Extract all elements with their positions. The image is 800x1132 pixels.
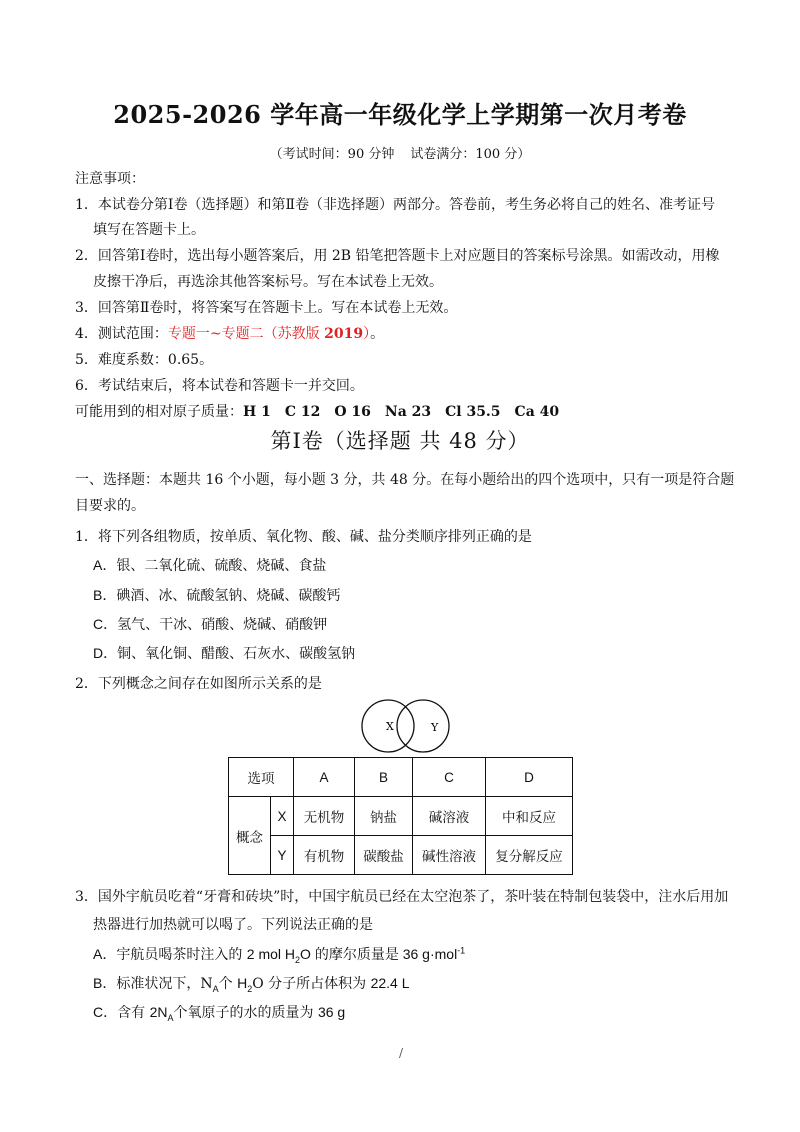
note-item-6 — [75, 375, 364, 395]
table-row — [229, 836, 573, 875]
option-key: B． — [93, 587, 117, 603]
venn-diagram — [355, 698, 465, 754]
option-value: 36 g·mol — [402, 946, 458, 962]
option-formula-end: O 的摩尔质量是 — [300, 946, 403, 962]
note-item-5 — [75, 349, 213, 369]
table-cell: 无机物 — [294, 797, 355, 836]
option-text: 含有 — [117, 1005, 150, 1021]
subscript: 2 — [295, 954, 301, 965]
option-formula: 2 mol H — [246, 946, 296, 962]
notes-heading: 注意事项： — [75, 171, 145, 187]
note-number: 6． — [75, 378, 98, 394]
table-header: A — [294, 758, 355, 797]
question-2 — [75, 673, 322, 693]
table-header: C — [413, 758, 486, 797]
note-item-3 — [75, 297, 457, 317]
note-number: 5． — [75, 352, 98, 368]
test-scope-end: ） — [363, 326, 371, 342]
q1-option-c — [93, 614, 327, 634]
option-text: 氢气、干冰、硝酸、烧碱、硝酸钾 — [117, 617, 328, 633]
option-text-mid: 个 — [218, 976, 238, 992]
table-header-row — [229, 758, 573, 797]
venn-label-y: Y — [431, 721, 439, 734]
table-row-key: X — [271, 797, 294, 836]
option-key: B． — [93, 975, 117, 991]
table-cell: 碱性溶液 — [413, 836, 486, 875]
atomic-masses — [75, 401, 559, 421]
question-stem: 将下列各组物质，按单质、氧化物、酸、碱、盐分类顺序排列正确的是 — [97, 529, 532, 545]
option-formula: 2N — [149, 1004, 168, 1020]
note-item-2-cont: 皮擦干净后，再选涂其他答案标号。写在本试卷上无效。 — [93, 274, 443, 290]
table-cell: 钠盐 — [355, 797, 413, 836]
exam-time: （考试时间：90 分钟 — [269, 147, 395, 162]
note-item-1-cont: 填写在答题卡上。 — [93, 222, 205, 238]
option-text-end: 个氧原子的水的质量为 — [173, 1005, 318, 1021]
option-text: 标准状况下，N — [116, 976, 213, 992]
option-key: D． — [93, 645, 118, 661]
question-stem: 下列概念之间存在如图所示关系的是 — [97, 676, 322, 692]
subscript: A — [167, 1012, 174, 1023]
table-header: 选项 — [229, 758, 294, 797]
option-text: 碘酒、冰、硫酸氢钠、烧碱、碳酸钙 — [116, 588, 341, 604]
note-text: 考试结束后，将本试卷和答题卡一并交回。 — [97, 378, 364, 394]
superscript: -1 — [457, 945, 466, 956]
note-number: 2． — [75, 248, 98, 264]
option-key: C． — [93, 616, 118, 632]
question-number: 2． — [75, 676, 98, 692]
table-row — [229, 797, 573, 836]
option-value: 36 g — [317, 1004, 346, 1020]
test-scope: 专题一~专题二（苏教版 — [167, 326, 325, 342]
venn-label-x: X — [386, 720, 394, 733]
table-cell: 有机物 — [294, 836, 355, 875]
q1-option-d — [93, 643, 355, 663]
option-formula: H — [237, 975, 248, 991]
exam-subtitle — [0, 143, 800, 162]
q1-option-a — [93, 555, 326, 575]
table-cell: 碳酸盐 — [355, 836, 413, 875]
option-text: 银、二氧化硫、硫酸、烧碱、食盐 — [116, 558, 327, 574]
note-text: 测试范围： — [97, 326, 168, 342]
note-text: 回答第Ⅱ卷时，将答案写在答题卡上。写在本试卷上无效。 — [97, 300, 458, 316]
option-text: 铜、氧化铜、醋酸、石灰水、碳酸氢钠 — [117, 646, 356, 662]
option-text: 宇航员喝茶时注入的 — [116, 947, 247, 963]
option-text-end: O 分子所占体积为 — [252, 976, 371, 992]
question-1 — [75, 526, 532, 546]
note-item-2 — [75, 245, 720, 265]
full-score: 试卷满分：100 分） — [410, 147, 531, 162]
note-text: 回答第Ⅰ卷时，选出每小题答案后，用 2B 铅笔把答题卡上对应题目的答案标号涂黑。如需改动，用橡 — [97, 248, 720, 264]
venn-circle-y — [397, 700, 449, 752]
q2-table — [228, 757, 573, 875]
q3-option-c — [93, 1002, 345, 1023]
table-row-label: 概念 — [229, 797, 271, 875]
q3-option-a — [93, 944, 465, 965]
q1-option-b — [93, 585, 340, 605]
question-stem: 国外宇航员吃着“牙膏和砖块”时，中国宇航员已经在太空泡茶了，茶叶装在特制包装袋中，注水后用加 — [97, 889, 729, 905]
note-text: 本试卷分第Ⅰ卷（选择题）和第Ⅱ卷（非选择题）两部分。答卷前，考生务必将自己的姓名、准考证号 — [97, 197, 715, 213]
section-title: 第Ⅰ卷（选择题 共 48 分） — [270, 429, 530, 453]
note-item-1 — [75, 194, 715, 214]
table-row-key: Y — [271, 836, 294, 875]
table-cell: 碱溶液 — [413, 797, 486, 836]
question-3 — [75, 886, 728, 906]
option-value: 22.4 L — [370, 975, 410, 991]
question-3-cont: 热器进行加热就可以喝了。下列说法正确的是 — [93, 917, 373, 933]
question-number: 3． — [75, 889, 98, 905]
test-scope-year: 2019 — [324, 326, 364, 342]
atomic-mass-label: 可能用到的相对原子质量： — [75, 404, 243, 420]
q3-option-b — [93, 973, 410, 994]
table-cell: 复分解反应 — [486, 836, 573, 875]
note-item-4 — [75, 323, 384, 343]
option-key: C． — [93, 1004, 118, 1020]
table-header: B — [355, 758, 413, 797]
note-text: 难度系数：0.65。 — [97, 352, 214, 368]
page-mark: / — [399, 1046, 404, 1060]
subscript: A — [212, 983, 219, 994]
option-key: A． — [93, 946, 117, 962]
table-header: D — [486, 758, 573, 797]
note-number: 3． — [75, 300, 98, 316]
note-number: 1． — [75, 197, 98, 213]
section-intro: 一、选择题：本题共 16 个小题，每小题 3 分，共 48 分。在每小题给出的四个选项中，只有一项是符合题 — [75, 472, 735, 488]
note-number: 4． — [75, 326, 98, 342]
section-intro-cont: 目要求的。 — [75, 498, 145, 514]
question-number: 1． — [75, 529, 98, 545]
atomic-mass-values: H 1 C 12 O 16 Na 23 Cl 35.5 Ca 40 — [243, 404, 560, 420]
note-text-end: 。 — [370, 326, 385, 342]
option-key: A． — [93, 557, 117, 573]
table-cell: 中和反应 — [486, 797, 573, 836]
subscript: 2 — [247, 983, 253, 994]
exam-title: 2025-2026 学年高一年级化学上学期第一次月考卷 — [113, 100, 687, 129]
